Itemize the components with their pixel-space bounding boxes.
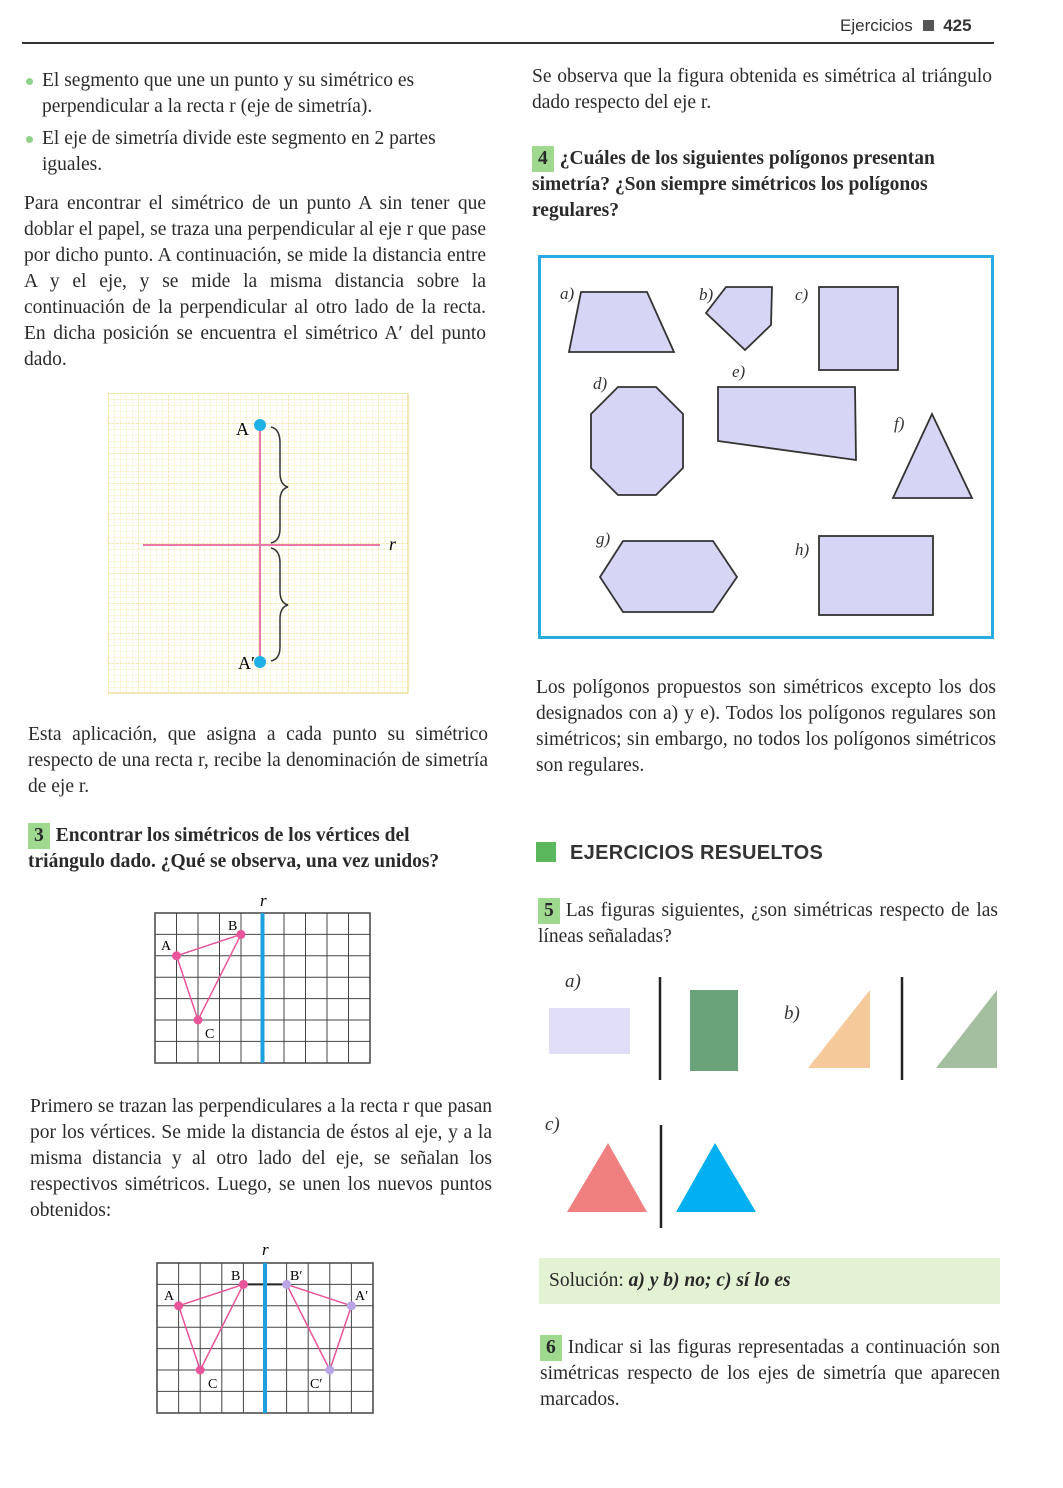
label-b: B — [228, 919, 238, 934]
paragraph-conclusion: Se observa que la figura obtenida es simétrica al triángulo dado respecto del eje r. — [532, 66, 992, 113]
label-e: e) — [732, 362, 746, 381]
label-f: f) — [894, 414, 905, 433]
label-c: C — [208, 1377, 218, 1392]
header-square-icon — [923, 20, 934, 31]
bullet-item: El eje de simetría divide este segmento en 2 partes iguales. — [24, 126, 486, 178]
solution-answer: a) y b) no; c) sí lo es — [628, 1270, 791, 1291]
shape-c-blue-triangle — [676, 1143, 756, 1212]
polygon-g-hexagon — [600, 541, 737, 612]
label-axis-r: r — [389, 534, 397, 554]
paragraph-symmetric-point: Para encontrar el simétrico de un punto A sin tener que doblar el papel, se traza una perpendicular al eje r que pase por dicho punto. A continuación, se mide la distancia entre A y el eje, y se mide la misma distancia sobre la continuación de la perpendicular al otro lado de la recta. En dicha posición se encuentra el simétrico A′ del punto dado. — [24, 193, 486, 370]
reflected-triangle-figure — [152, 1238, 378, 1418]
shape-b-green-triangle — [936, 990, 997, 1068]
polygon-c-square — [819, 287, 898, 370]
label-c: C — [205, 1027, 215, 1042]
paragraph-method: Primero se trazan las perpendiculares a la recta r que pasan por los vértices. Se mide la distancia de éstos al eje, y a la misma distancia y al otro lado del eje, se señalan los respectivos simétricos. Luego, se unen los nuevos puntos obtenidos: — [30, 1096, 492, 1221]
label-a: A — [164, 1289, 175, 1304]
exercise-6-number: 6 — [540, 1335, 562, 1361]
label-a: A — [161, 939, 172, 954]
label-c-prime: C′ — [310, 1377, 323, 1392]
label-b-prime: B′ — [290, 1269, 303, 1284]
graph-paper — [108, 393, 408, 693]
point-a — [254, 419, 266, 431]
label-b: B — [231, 1269, 241, 1284]
solution-box — [539, 1258, 1000, 1304]
exercise-3-number: 3 — [28, 823, 50, 849]
point-a-prime — [254, 656, 266, 668]
vertex-c — [194, 1016, 203, 1025]
label-a-prime: A′ — [355, 1289, 369, 1304]
polygon-d-octagon — [591, 387, 683, 495]
label-a: a) — [560, 284, 575, 303]
label-axis-r: r — [260, 891, 267, 910]
label-a-prime: A′ — [238, 653, 255, 673]
exercise-5-figures — [540, 960, 1002, 1230]
exercise-3-title: Encontrar los simétricos de los vértices del triángulo dado. ¿Qué se observa, una vez unidos? — [28, 825, 440, 872]
symmetry-grid-figure — [108, 393, 412, 697]
exercise-5-number: 5 — [538, 898, 560, 924]
section-title-text: EJERCICIOS RESUELTOS — [570, 842, 824, 864]
vertex-a — [172, 951, 181, 960]
shape-b-peach-triangle — [808, 990, 870, 1068]
label-axis-r: r — [262, 1240, 269, 1259]
exercise-6 — [540, 1335, 1000, 1413]
paragraph-axial-symmetry: Esta aplicación, que asigna a cada punto su simétrico respecto de una recta r, recibe la denominación de simetría de eje r. — [28, 724, 488, 797]
paragraph-ex4-answer: Los polígonos propuestos son simétricos excepto los dos designados con a) y e). Todos los polígonos regulares son simétricos; sin embargo, no todos los polígonos simétricos son regulares. — [536, 677, 996, 776]
solution-label: Solución: — [549, 1270, 624, 1291]
triangle-grid-figure — [150, 890, 375, 1070]
vertex-a — [174, 1301, 183, 1310]
label-d: d) — [593, 374, 608, 393]
vertex-b — [237, 930, 246, 939]
bullet-item: El segmento que une un punto y su simétrico es perpendicular a la recta r (eje de simetría). — [24, 68, 486, 120]
polygon-h-rectangle — [819, 536, 933, 615]
exercise-3-heading — [28, 823, 490, 875]
exercise-4-title: ¿Cuáles de los siguientes polígonos presentan simetría? ¿Son siempre simétricos los polígonos regulares? — [532, 148, 935, 221]
exercise-5 — [538, 898, 998, 950]
exercise-6-text: Indicar si las figuras representadas a continuación son simétricas respecto de los ejes de simetría que aparecen marcados. — [540, 1337, 1000, 1410]
shape-a-green-rectangle — [690, 990, 738, 1071]
label-c: c) — [795, 285, 809, 304]
header-section: Ejercicios — [840, 16, 913, 35]
label-a: A — [236, 419, 249, 439]
exercise-5-text: Las figuras siguientes, ¿son simétricas respecto de las líneas señaladas? — [538, 900, 998, 947]
vertex-c — [196, 1366, 205, 1375]
bullet-list — [24, 68, 486, 184]
section-title — [536, 842, 823, 865]
label-c: c) — [545, 1114, 560, 1135]
exercise-4-number: 4 — [532, 146, 554, 172]
shape-a-lavender-rectangle — [549, 1008, 630, 1054]
exercise-4-heading — [532, 146, 992, 224]
label-h: h) — [795, 540, 810, 559]
section-square-icon — [536, 842, 556, 862]
label-b: b) — [784, 1003, 800, 1024]
polygons-box — [538, 255, 996, 641]
page-number: 425 — [943, 16, 972, 35]
vertex-c-prime — [325, 1366, 334, 1375]
header-rule — [22, 42, 994, 44]
shape-c-red-triangle — [567, 1143, 647, 1212]
label-b: b) — [699, 285, 714, 304]
label-g: g) — [596, 529, 611, 548]
running-header — [840, 16, 972, 36]
label-a: a) — [565, 971, 581, 992]
